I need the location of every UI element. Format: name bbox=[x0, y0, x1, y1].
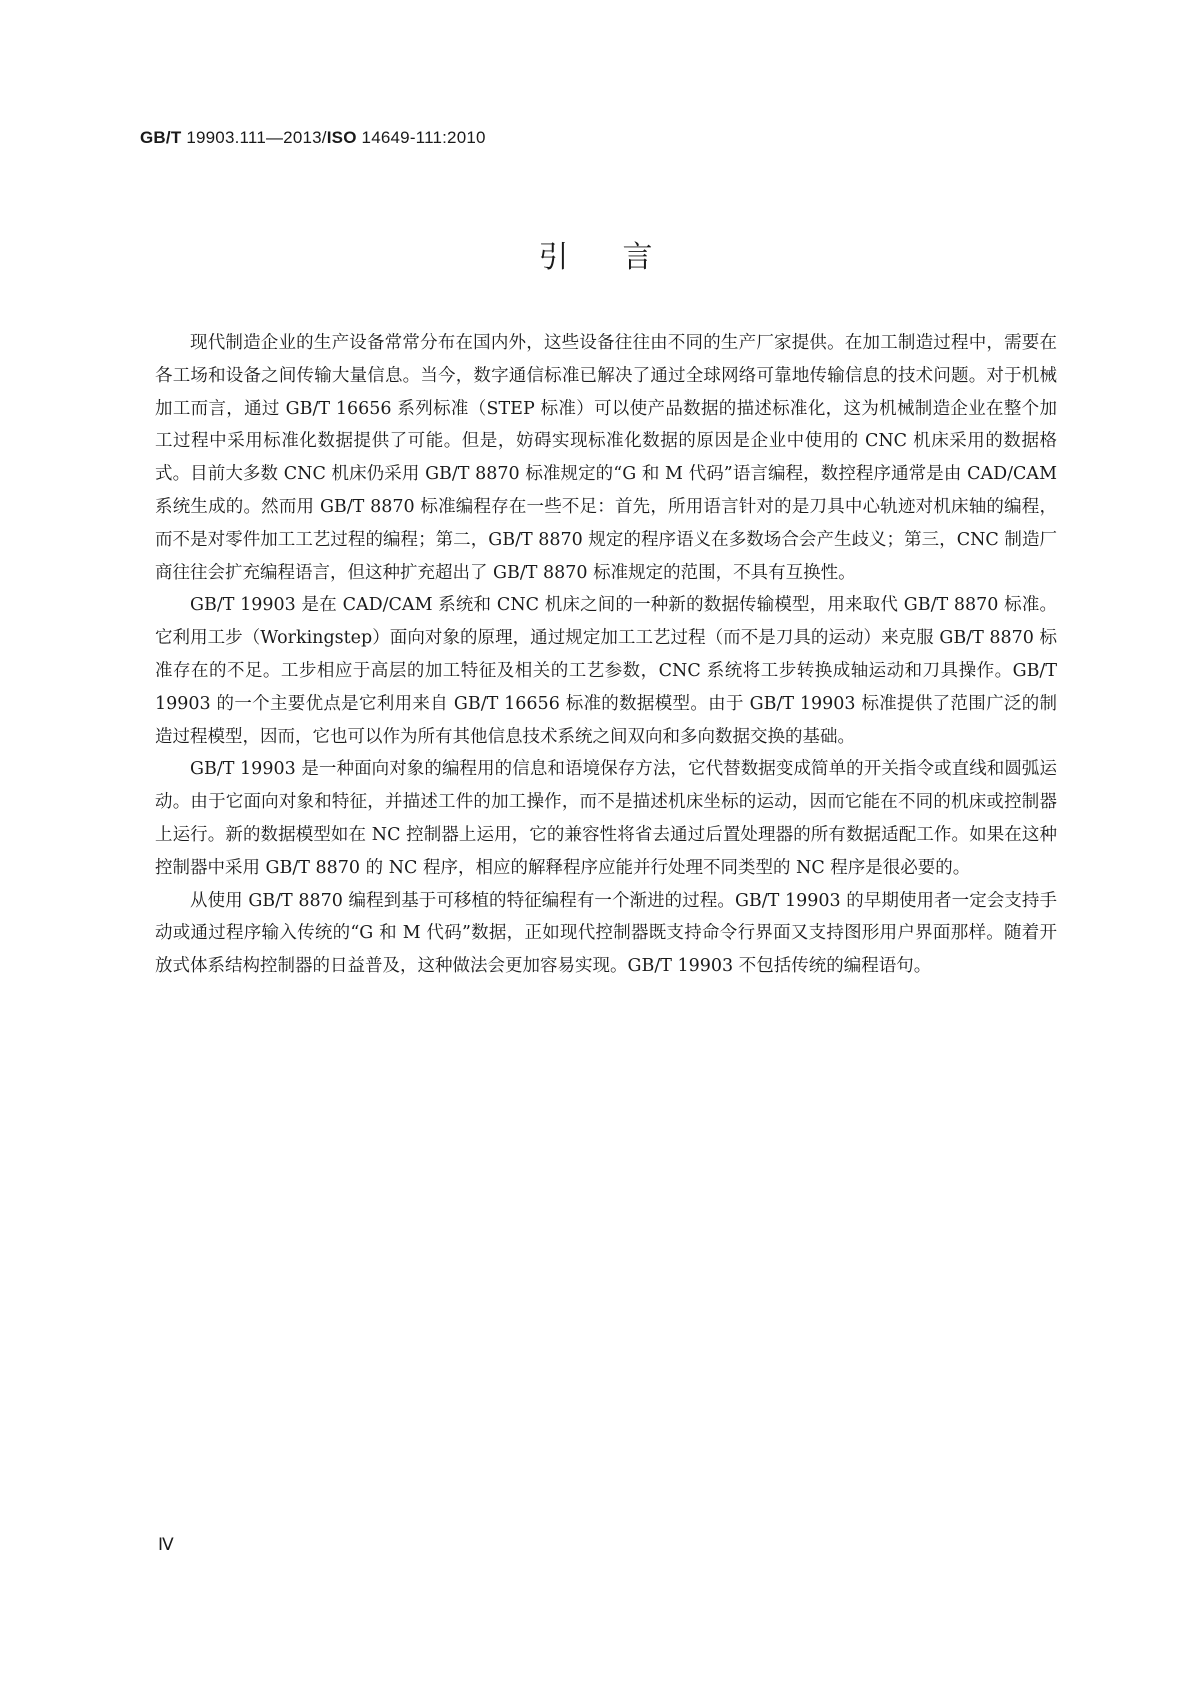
introduction-body bbox=[155, 327, 1057, 983]
section-title: 引言 bbox=[538, 240, 707, 275]
header-code-number: 19903.111—2013/ bbox=[181, 128, 327, 147]
paragraph-3: GB/T 19903 是一种面向对象的编程用的信息和语境保存方法，它代替数据变成简单的开关指令或直线和圆弧运动。由于它面向对象和特征，并描述工件的加工操作，而不是描述机床坐标的运动，因而它能在不同的机床或控制器上运行。新的数据模型如在 NC 控制器上运用，它的兼容性将省去通过后置处理器的所有数据适配工作。如果在这种控制器中采用 GB/T 8870 的 NC 程序，相应的解释程序应能并行处理不同类型的 NC 程序是很必要的。 bbox=[155, 759, 1057, 878]
header-code-iso-number: 14649-111:2010 bbox=[356, 128, 486, 147]
paragraph-1: 现代制造企业的生产设备常常分布在国内外，这些设备往往由不同的生产厂家提供。在加工制造过程中，需要在各工场和设备之间传输大量信息。当今，数字通信标准已解决了通过全球网络可靠地传输信息的技术问题。对于机械加工而言，通过 GB/T 16656 系列标准（STEP 标准）可以使产品数据的描述标准化，这为机械制造企业在整个加工过程中采用标准化数据提供了可能。但是，妨碍实现标准化数据的原因是企业中使用的 CNC 机床采用的数据格式。目前大多数 CNC 机床仍采用 GB/T 8870 标准规定的“G 和 M 代码”语言编程，数控程序通常是由 CAD/CAM 系统生成的。然而用 GB/T 8870 标准编程存在一些不足：首先，所用语言针对的是刀具中心轨迹对机床轴的编程，而不是对零件加工工艺过程的编程；第二，GB/T 8870 规定的程序语义在多数场合会产生歧义；第三，CNC 制造厂商往往会扩充编程语言，但这种扩充超出了 GB/T 8870 标准规定的范围，不具有互换性。 bbox=[155, 333, 1057, 583]
paragraph-4: 从使用 GB/T 8870 编程到基于可移植的特征编程有一个渐进的过程。GB/T 19903 的早期使用者一定会支持手动或通过程序输入传统的“G 和 M 代码”数据，正如现代控制器既支持命令行界面又支持图形用户界面那样。随着开放式体系结构控制器的日益普及，这种做法会更加容易实现。GB/T 19903 不包括传统的编程语句。 bbox=[155, 890, 1057, 977]
header-code-prefix: GB/T bbox=[140, 128, 182, 147]
page-number: Ⅳ bbox=[158, 1535, 173, 1554]
paragraph-2: GB/T 19903 是在 CAD/CAM 系统和 CNC 机床之间的一种新的数据传输模型，用来取代 GB/T 8870 标准。它利用工步（Workingstep）面向对象的原理，通过规定加工工艺过程（而不是刀具的运动）来克服 GB/T 8870 标准存在的不足。工步相应于高层的加工特征及相关的工艺参数，CNC 系统将工步转换成轴运动和刀具操作。GB/T 19903 的一个主要优点是它利用来自 GB/T 16656 标准的数据模型。由于 GB/T 19903 标准提供了范围广泛的制造过程模型，因而，它也可以作为所有其他信息技术系统之间双向和多向数据交换的基础。 bbox=[155, 595, 1057, 747]
document-header-code bbox=[140, 128, 486, 148]
header-code-iso: ISO bbox=[326, 128, 357, 147]
